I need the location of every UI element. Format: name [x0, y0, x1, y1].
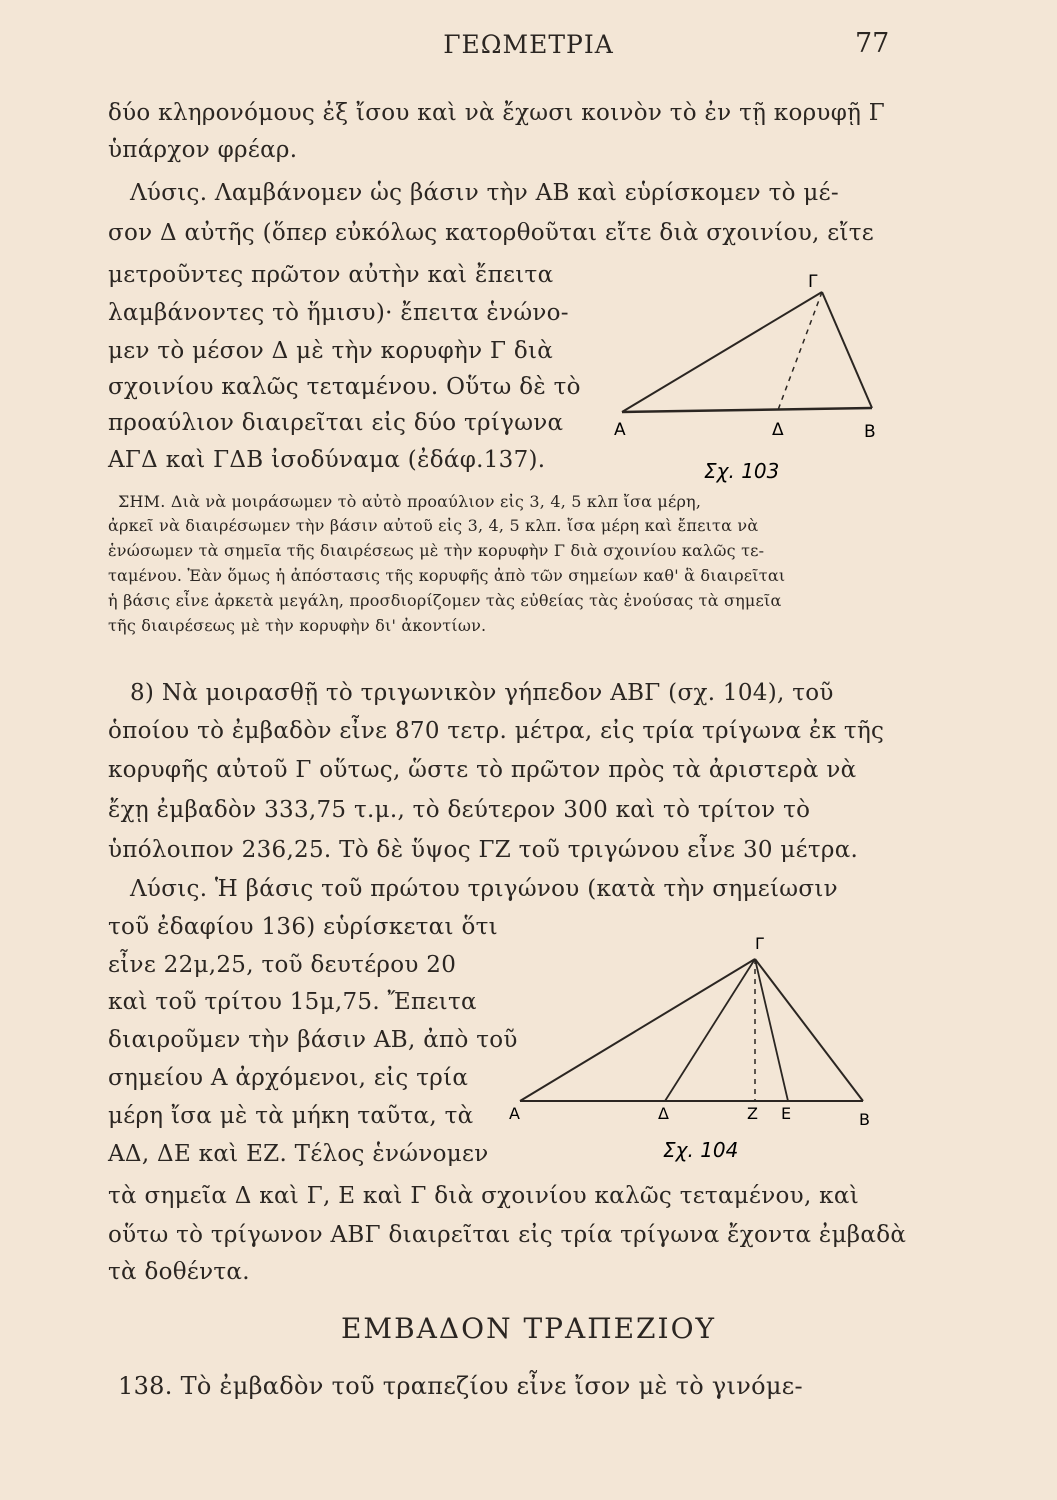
text-line: ΑΓΔ καὶ ΓΔΒ ἰσοδύναμα (ἐδάφ.137). — [108, 447, 546, 473]
text-line: ἔχῃ ἐμβαδὸν 333,75 τ.μ., τὸ δεύτερον 300 καὶ τὸ τρίτον τὸ — [108, 797, 811, 823]
text-line: σχοινίου καλῶς τεταμένου. Οὕτω δὲ τὸ — [108, 374, 581, 400]
text-line: ὑπάρχον φρέαρ. — [108, 137, 298, 163]
text-line: δύο κληρονόμους ἐξ ἴσου καὶ νὰ ἔχωσι κοινὸν τὸ ἐν τῇ κορυφῇ Γ — [108, 100, 886, 126]
text-line: οὕτω τὸ τρίγωνον ΑΒΓ διαιρεῖται εἰς τρία τρίγωνα ἔχοντα ἐμβαδὰ — [108, 1222, 907, 1248]
text-line: ὁποίου τὸ ἐμβαδὸν εἶνε 870 τετρ. μέτρα, εἰς τρία τρίγωνα ἐκ τῆς — [108, 718, 885, 744]
note-line: ταμένου. Ἐὰν ὅμως ἡ ἀπόστασις τῆς κορυφῆς ἀπὸ τῶν σημείων καθ' ἃ διαιρεῖται — [108, 566, 786, 585]
segment-gd — [665, 959, 755, 1101]
note-line: ΣΗΜ. Διὰ νὰ μοιράσωμεν τὸ αὐτὸ προαύλιον εἰς 3, 4, 5 κλπ ἴσα μέρη, — [118, 492, 702, 511]
text-line: σον Δ αὐτῆς (ὅπερ εὐκόλως κατορθοῦται εἴτε διὰ σχοινίου, εἴτε — [108, 220, 874, 246]
label-g: Γ — [808, 272, 818, 292]
label-a: Α — [509, 1104, 520, 1123]
text-line: μετροῦντες πρῶτον αὐτὴν καὶ ἔπειτα — [108, 262, 554, 288]
text-line: 138. Τὸ ἐμβαδὸν τοῦ τραπεζίου εἶνε ἴσον μὲ τὸ γινόμε- — [118, 1372, 803, 1400]
label-b: Β — [864, 422, 876, 442]
text-line: ΑΔ, ΔΕ καὶ ΕΖ. Τέλος ἑνώνομεν — [108, 1141, 489, 1167]
figure-caption: Σχ. 104 — [663, 1138, 739, 1162]
triangle-side-gb — [822, 292, 872, 408]
text-line: μεν τὸ μέσον Δ μὲ τὴν κορυφὴν Γ διὰ — [108, 338, 554, 364]
text-line: καὶ τοῦ τρίτου 15μ,75. Ἔπειτα — [108, 989, 477, 1015]
label-a: Α — [614, 420, 626, 440]
text-line: τοῦ ἐδαφίου 136) εὑρίσκεται ὅτι — [108, 914, 498, 940]
label-b: Β — [859, 1110, 870, 1129]
note-line: τῆς διαιρέσεως μὲ τὴν κορυφὴν δι' ἀκοντίων. — [108, 616, 487, 635]
note-line: ἑνώσωμεν τὰ σημεῖα τῆς διαιρέσεως μὲ τὴν κορυφὴν Γ διὰ σχοινίου καλῶς τε- — [108, 541, 765, 560]
median-gd — [778, 292, 822, 410]
text-line: 8) Νὰ μοιρασθῇ τὸ τριγωνικὸν γήπεδον ΑΒΓ (σχ. 104), τοῦ — [130, 680, 834, 706]
text-line: ὑπόλοιπον 236,25. Τὸ δὲ ὕψος ΓΖ τοῦ τριγώνου εἶνε 30 μέτρα. — [108, 837, 859, 863]
label-g: Γ — [755, 935, 764, 953]
text-line: μέρη ἴσα μὲ τὰ μήκη ταῦτα, τὰ — [108, 1103, 474, 1129]
text-line: προαύλιον διαιρεῖται εἰς δύο τρίγωνα — [108, 410, 564, 436]
note-line: ἀρκεῖ νὰ διαιρέσωμεν τὴν βάσιν αὐτοῦ εἰς 3, 4, 5 κλπ. ἴσα μέρη καὶ ἔπειτα νὰ — [108, 516, 759, 535]
page-number: 77 — [855, 28, 890, 59]
text-line: λαμβάνοντες τὸ ἥμισυ)· ἔπειτα ἑνώνο- — [108, 300, 569, 326]
running-header-title: ΓΕΩΜΕΤΡΙΑ — [443, 30, 614, 59]
triangle-side-ag — [622, 292, 822, 412]
text-line: σημείου Α ἀρχόμενοι, εἰς τρία — [108, 1065, 469, 1091]
text-line: διαιροῦμεν τὴν βάσιν ΑΒ, ἀπὸ τοῦ — [108, 1027, 518, 1053]
text-line: τὰ δοθέντα. — [108, 1259, 250, 1285]
text-line: Λύσις. Ἡ βάσις τοῦ πρώτου τριγώνου (κατὰ τὴν σημείωσιν — [130, 876, 838, 902]
note-line: ἡ βάσις εἶνε ἀρκετὰ μεγάλη, προσδιορίζομεν τὰς εὐθείας τὰς ἑνούσας τὰ σημεῖα — [108, 591, 782, 610]
text-line: κορυφῆς αὐτοῦ Γ οὕτως, ὥστε τὸ πρῶτον πρὸς τὰ ἀριστερὰ νὰ — [108, 757, 857, 783]
text-line: τὰ σημεῖα Δ καὶ Γ, Ε καὶ Γ διὰ σχοινίου καλῶς τεταμένου, καὶ — [108, 1183, 860, 1209]
figure-104 — [505, 935, 885, 1170]
text-line: Λύσις. Λαμβάνομεν ὡς βάσιν τὴν ΑΒ καὶ εὑρίσκομεν τὸ μέ- — [130, 180, 839, 206]
triangle-side-ag — [520, 959, 755, 1101]
triangle-base-ab — [622, 408, 872, 412]
section-title: ΕΜΒΑΔΟΝ ΤΡΑΠΕΖΙΟΥ — [340, 1312, 717, 1345]
figure-103 — [600, 260, 900, 485]
text-line: εἶνε 22μ,25, τοῦ δευτέρου 20 — [108, 952, 457, 978]
label-d: Δ — [658, 1104, 669, 1123]
label-d: Δ — [772, 420, 784, 440]
figure-caption: Σχ. 103 — [704, 459, 780, 483]
label-z: Ζ — [747, 1104, 758, 1123]
label-e: Ε — [781, 1104, 792, 1123]
